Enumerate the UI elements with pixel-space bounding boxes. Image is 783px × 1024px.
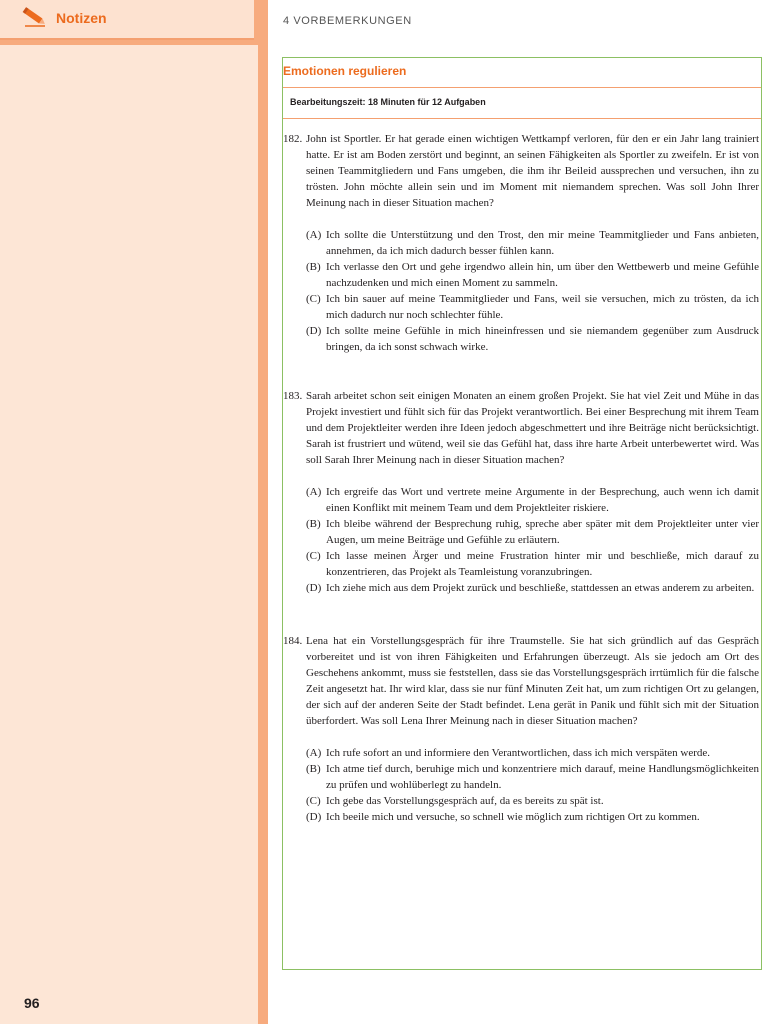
answer-option-d[interactable]: [306, 809, 761, 825]
time-limit-text: Bearbeitungszeit: 18 Minuten für 12 Aufgaben: [290, 97, 486, 107]
option-text: Ich sollte die Unterstützung und den Trost, den mir meine Teammitglieder und Fans anbieten, annehmen, da ich mich dadurch besser fühlen kann.: [326, 229, 759, 257]
question-number: 183.: [283, 390, 303, 402]
option-text: Ich gebe das Vorstellungsgespräch auf, da es bereits zu spät ist.: [326, 795, 604, 807]
option-letter: (C): [306, 550, 321, 562]
option-text: Ich lasse meinen Ärger und meine Frustration hinter mir und beschließe, mich darauf zu konzentrieren, das Projekt als Teamleistung voranzubringen.: [326, 550, 759, 578]
option-text: Ich sollte meine Gefühle in mich hineinfressen und sie niemandem gegenüber zum Ausdruck bringen, da ich sonst schwach wirke.: [326, 325, 759, 353]
option-letter: (C): [306, 795, 321, 807]
exercise-title: Emotionen regulieren: [283, 64, 407, 78]
option-letter: (A): [306, 486, 322, 498]
notes-tab: [0, 0, 258, 45]
option-text: Ich beeile mich und versuche, so schnell wie möglich zum richtigen Ort zu kommen.: [326, 811, 700, 823]
answer-option-c[interactable]: [306, 793, 761, 809]
notes-sidebar: [0, 0, 268, 1024]
exercise-box: [282, 57, 762, 970]
option-text: Ich ergreife das Wort und vertrete meine Argumente in der Besprechung, auch wenn ich damit einen Konflikt mit meinem Team und dem Projektleiter riskiere.: [326, 486, 759, 514]
question-text: John ist Sportler. Er hat gerade einen wichtigen Wettkampf verloren, für den er ein Jahr lang trainiert hatte. Er ist am Boden zerstört und beginnt, an seinen Fähigkeiten als Sportler zu zweifeln. Er ist von seinen Teammitgliedern und Fans umgeben, die ihm ihr Beileid aussprechen und versuchen, ihn zu trösten. John möchte allein sein und im Moment mit niemandem sprechen. Was soll John Ihrer Meinung nach in dieser Situation machen?: [306, 133, 759, 209]
option-text: Ich atme tief durch, beruhige mich und konzentriere mich darauf, meine Handlungsmöglichkeiten zu prüfen und wohlüberlegt zu handeln.: [326, 763, 759, 791]
notes-title: Notizen: [56, 10, 107, 26]
answer-option-b[interactable]: [306, 259, 761, 291]
answer-options: [283, 227, 761, 355]
notes-tab-inner: [0, 0, 254, 40]
option-letter: (A): [306, 747, 322, 759]
answer-option-c[interactable]: [306, 548, 761, 580]
answer-option-a[interactable]: [306, 227, 761, 259]
pencil-icon: [21, 6, 49, 28]
option-text: Ich verlasse den Ort und gehe irgendwo allein hin, um über den Wettbewerb und meine Gefühle nachzudenken und mich einen Moment zu sammeln.: [326, 261, 759, 289]
option-letter: (D): [306, 811, 322, 823]
answer-option-d[interactable]: [306, 323, 761, 355]
question-184: [283, 633, 761, 825]
option-letter: (B): [306, 261, 321, 273]
option-letter: (B): [306, 763, 321, 775]
sidebar-accent-strip: [258, 0, 268, 1024]
section-header: 4 VORBEMERKUNGEN: [283, 15, 412, 27]
answer-option-a[interactable]: [306, 745, 761, 761]
answer-options: [283, 745, 761, 825]
question-182: [283, 131, 761, 355]
option-letter: (D): [306, 582, 322, 594]
answer-option-b[interactable]: [306, 516, 761, 548]
option-text: Ich bleibe während der Besprechung ruhig, spreche aber später mit dem Projektleiter unter vier Augen, um meine Beiträge und Gefühle zu erläutern.: [326, 518, 759, 546]
answer-option-b[interactable]: [306, 761, 761, 793]
question-text: Lena hat ein Vorstellungsgespräch für ihre Traumstelle. Sie hat sich gründlich auf das Gespräch vorbereitet und ist von ihren Fähigkeiten und Erfahrungen überzeugt. Als sie jedoch am Ort des Geschehens ankommt, muss sie feststellen, dass sie das Vorstellungsgespräch irrtümlich für die falsche Zeit angesetzt hat. Ihr wird klar, dass sie nur fünf Minuten Zeit hat, um zum richtigen Ort zu gelangen, der sich auf der anderen Seite der Stadt befindet. Lena gerät in Panik und fühlt sich mit der Situation überfordert. Was soll Lena Ihrer Meinung nach in dieser Situation machen?: [306, 635, 759, 727]
option-letter: (D): [306, 325, 322, 337]
option-letter: (A): [306, 229, 322, 241]
time-limit-bar: [283, 87, 761, 119]
question-text: Sarah arbeitet schon seit einigen Monaten an einem großen Projekt. Sie hat viel Zeit und Mühe in das Projekt investiert und fühlt sich für das Projekt verantwortlich. Bei einer Besprechung mit ihrem Team und dem Projektleiter werden ihre Ideen jedoch abgeschmettert und ihre Beiträge nicht berücksichtigt. Sarah ist frustriert und wütend, weil sie das Gefühl hat, dass ihre harte Arbeit unterbewertet wird. Was soll Sarah Ihrer Meinung nach in dieser Situation machen?: [306, 390, 759, 466]
answer-option-c[interactable]: [306, 291, 761, 323]
option-letter: (C): [306, 293, 321, 305]
option-text: Ich ziehe mich aus dem Projekt zurück und beschließe, stattdessen an etwas anderem zu arbeiten.: [326, 582, 755, 594]
option-text: Ich bin sauer auf meine Teammitglieder und Fans, weil sie versuchen, mich zu trösten, da ich mich dadurch nur noch schlechter fühle.: [326, 293, 759, 321]
answer-option-a[interactable]: [306, 484, 761, 516]
answer-options: [283, 484, 761, 596]
option-text: Ich rufe sofort an und informiere den Verantwortlichen, dass ich mich verspäten werde.: [326, 747, 711, 759]
question-number: 184.: [283, 635, 303, 647]
answer-option-d[interactable]: [306, 580, 761, 596]
option-letter: (B): [306, 518, 321, 530]
question-183: [283, 388, 761, 596]
page-number: 96: [24, 995, 40, 1011]
question-number: 182.: [283, 133, 303, 145]
